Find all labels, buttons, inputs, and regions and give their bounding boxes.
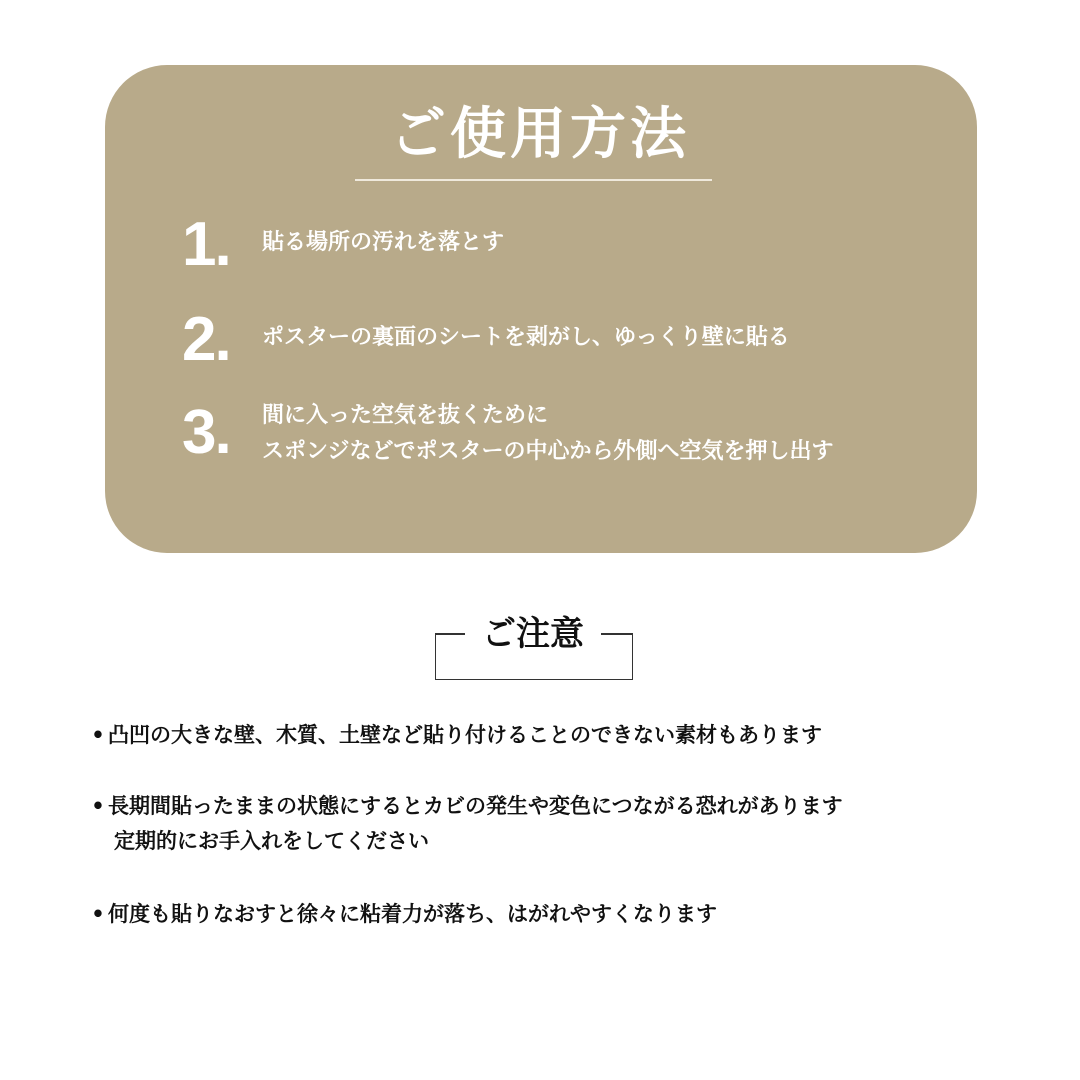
bullet-icon: • — [91, 723, 105, 747]
bullet-icon: • — [91, 902, 105, 926]
caution-item-3-line-1: 何度も貼りなおすと徐々に粘着力が落ち、はがれやすくなります — [108, 902, 717, 926]
caution-item-2-line-1: 長期間貼ったままの状態にするとカビの発生や変色につながる恐れがあります — [108, 794, 843, 818]
step-2-line-1: ポスターの裏面のシートを剥がし、ゆっくり壁に貼る — [262, 325, 790, 350]
caution-item-3 — [88, 897, 717, 932]
bullet-icon: • — [91, 794, 105, 818]
caution-title: ご注意 — [465, 612, 601, 656]
caution-item-1-line-1: 凸凹の大きな壁、木質、土壁など貼り付けることのできない素材もあります — [108, 723, 822, 747]
caution-frame-top-right — [601, 633, 633, 635]
step-2-number: 2. — [182, 305, 230, 374]
step-3-line-1: 間に入った空気を抜くために — [262, 403, 549, 428]
step-1-text — [262, 225, 504, 261]
caution-item-1 — [88, 718, 822, 753]
caution-item-2 — [88, 789, 843, 859]
step-3-number: 3. — [182, 398, 230, 467]
caution-item-2-line-2: 定期的にお手入れをしてください — [114, 829, 429, 853]
step-1-line-1: 貼る場所の汚れを落とす — [262, 230, 505, 255]
title-underline — [355, 179, 712, 181]
step-1-number: 1. — [182, 210, 230, 279]
step-3-line-2: スポンジなどでポスターの中心から外側へ空気を押し出す — [262, 439, 834, 464]
step-2-text — [262, 320, 790, 356]
caution-frame-top-left — [435, 633, 465, 635]
usage-title: ご使用方法 — [390, 102, 690, 167]
step-3-text — [262, 398, 833, 470]
